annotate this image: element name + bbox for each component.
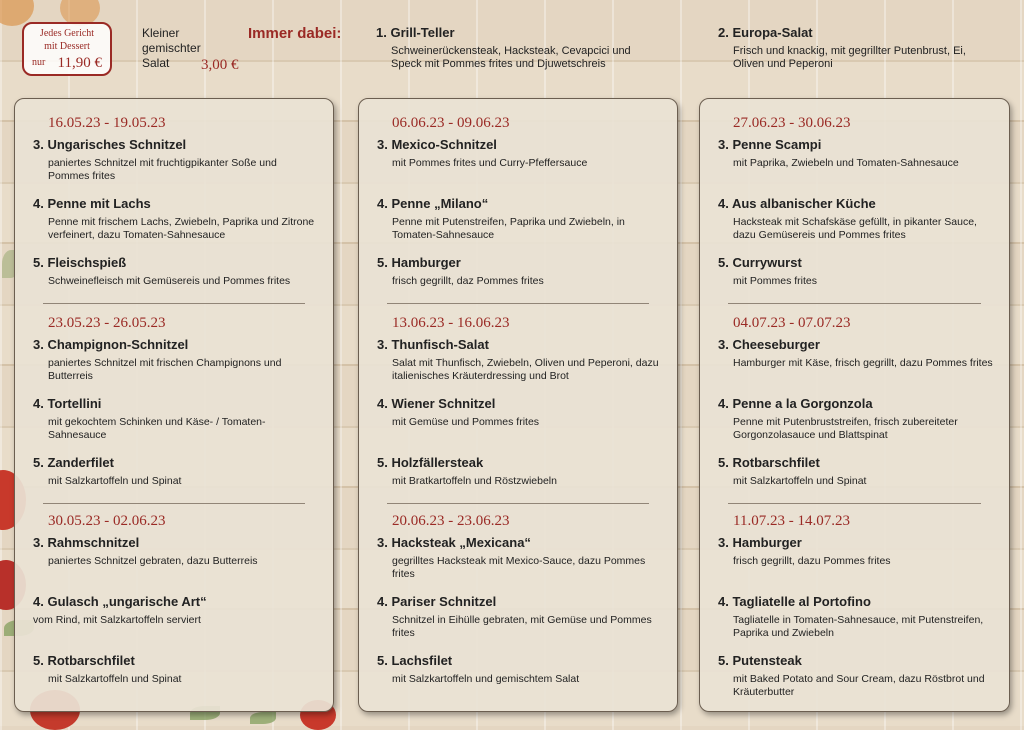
dish-desc: vom Rind, mit Salzkartoffeln serviert [33,614,201,626]
leaf-decoration [250,712,276,724]
menu-column-2 [358,98,678,712]
section-divider [728,303,981,304]
dish-name: 5. Rotbarschfilet [718,455,820,470]
menu-item [377,255,665,288]
dish-desc: mit Salzkartoffeln und Spinat [48,475,182,487]
menu-item [718,653,997,699]
week-date: 20.06.23 - 23.06.23 [392,513,510,529]
section-divider [728,503,981,504]
featured-dish-title: 1. Grill-Teller [376,25,455,40]
dish-name: 3. Ungarisches Schnitzel [33,137,187,152]
promo-box [22,22,112,76]
menu-item [33,337,321,383]
dish-desc: gegrilltes Hacksteak mit Mexico-Sauce, dazu Pommes frites [392,555,646,580]
dish-desc: mit Paprika, Zwiebeln und Tomaten-Sahnesauce [733,157,959,169]
dish-name: 3. Thunfisch-Salat [377,337,489,352]
dish-name: 4. Tagliatelle al Portofino [718,594,871,609]
dish-desc: Schweinefleisch mit Gemüsereis und Pommes frites [48,275,291,287]
dish-name: 4. Wiener Schnitzel [377,396,496,411]
menu-item [33,535,321,568]
dish-name: 5. Holzfällersteak [377,455,484,470]
menu-column-3 [699,98,1010,712]
menu-item [377,337,665,383]
side-salad-line2: gemischter [142,41,201,55]
dish-name: 3. Hamburger [718,535,802,550]
menu-item [33,653,321,686]
featured-dish-1 [376,25,656,71]
featured-dish-title: 2. Europa-Salat [718,25,813,40]
dish-name: 5. Lachsfilet [377,653,453,668]
dish-desc: Hacksteak mit Schafskäse gefüllt, in pikanter Sauce, dazu Gemüsereis und Pommes frites [733,216,977,241]
menu-item [377,396,665,429]
dish-name: 3. Mexico-Schnitzel [377,137,497,152]
dish-name: 5. Fleischspieß [33,255,127,270]
week-date: 16.05.23 - 19.05.23 [48,115,166,131]
menu-item [33,255,321,288]
dish-desc: mit Pommes frites und Curry-Pfeffersauce [392,157,588,169]
featured-dish-2 [718,25,988,71]
menu-item [33,137,321,183]
section-divider [387,303,649,304]
dish-desc: mit Salzkartoffeln und gemischtem Salat [392,673,580,685]
dish-name: 3. Champignon-Schnitzel [33,337,189,352]
week-date: 27.06.23 - 30.06.23 [733,115,851,131]
week-date: 06.06.23 - 09.06.23 [392,115,510,131]
side-salad-price: 3,00 € [201,57,239,73]
week-date: 13.06.23 - 16.06.23 [392,315,510,331]
dish-desc: mit Gemüse und Pommes frites [392,416,540,428]
menu-item [718,255,997,288]
promo-line2: mit Dessert [44,41,90,52]
dish-desc: paniertes Schnitzel mit fruchtigpikanter Soße und Pommes frites [48,157,277,182]
dish-desc: Penne mit frischem Lachs, Zwiebeln, Paprika und Zitrone verfeinert, dazu Tomaten-Sahnesauce [48,216,315,241]
dish-desc: paniertes Schnitzel mit frischen Champignons und Butterreis [48,357,282,382]
dish-name: 3. Rahmschnitzel [33,535,140,550]
section-divider [387,503,649,504]
promo-line3: nur [32,57,46,68]
dish-name: 4. Aus albanischer Küche [718,196,876,211]
menu-item [377,653,665,686]
menu-item [718,396,997,442]
dish-name: 5. Currywurst [718,255,802,270]
dish-name: 3. Penne Scampi [718,137,822,152]
dish-desc: Penne mit Putenbruststreifen, frisch zubereiteter Gorgonzolasauce und Blattspinat [733,416,958,441]
menu-item [718,594,997,640]
featured-dish-desc: Frisch und knackig, mit gegrillter Putenbrust, Ei, Oliven und Peperoni [733,45,966,70]
dish-desc: Hamburger mit Käse, frisch gegrillt, dazu Pommes frites [733,357,993,369]
menu-item [718,137,997,170]
section-divider [43,303,305,304]
promo-line1: Jedes Gericht [39,28,95,39]
featured-dish-desc: Schweinerückensteak, Hacksteak, Cevapcici und Speck mit Pommes frites und Djuwetschreis [391,45,631,70]
menu-item [718,196,997,242]
menu-item [33,594,321,627]
dish-desc: Tagliatelle in Tomaten-Sahnesauce, mit Putenstreifen, Paprika und Zwiebeln [733,614,984,639]
section-divider [43,503,305,504]
menu-item [377,455,665,488]
dish-desc: paniertes Schnitzel gebraten, dazu Butterreis [48,555,258,567]
dish-name: 5. Rotbarschfilet [33,653,135,668]
dish-name: 5. Hamburger [377,255,461,270]
side-salad-line1: Kleiner [142,26,180,40]
dish-desc: mit gekochtem Schinken und Käse- / Tomaten-Sahnesauce [48,416,266,441]
dish-name: 3. Hacksteak „Mexicana“ [377,535,531,550]
menu-item [377,594,665,640]
dish-desc: mit Pommes frites [733,275,818,287]
dish-name: 4. Penne mit Lachs [33,196,151,211]
menu-item [33,396,321,442]
always-available-label: Immer dabei: [248,25,342,42]
menu-item [718,455,997,488]
dish-desc: Penne mit Putenstreifen, Paprika und Zwiebeln, in Tomaten-Sahnesauce [392,216,625,241]
menu-item [33,455,321,488]
dish-desc: frisch gegrillt, daz Pommes frites [392,275,544,287]
dish-name: 4. Tortellini [33,396,102,411]
dish-desc: mit Salzkartoffeln und Spinat [733,475,867,487]
dish-desc: mit Salzkartoffeln und Spinat [48,673,182,685]
week-date: 11.07.23 - 14.07.23 [733,513,850,529]
side-salad-line3: Salat [142,56,170,70]
dish-name: 5. Zanderfilet [33,455,114,470]
dish-name: 4. Pariser Schnitzel [377,594,497,609]
dish-desc: mit Bratkartoffeln und Röstzwiebeln [392,475,557,487]
week-date: 04.07.23 - 07.07.23 [733,315,851,331]
promo-price: 11,90 € [57,55,102,71]
dish-desc: mit Baked Potato and Sour Cream, dazu Röstbrot und Kräuterbutter [733,673,985,698]
week-date: 23.05.23 - 26.05.23 [48,315,166,331]
header [0,0,1024,96]
menu-item [718,535,997,568]
dish-name: 4. Penne „Milano“ [377,196,489,211]
menu-item [377,535,665,581]
dish-name: 5. Putensteak [718,653,802,668]
menu-item [718,337,997,370]
dish-name: 4. Penne a la Gorgonzola [718,396,873,411]
dish-desc: frisch gegrillt, dazu Pommes frites [733,555,891,567]
menu-column-1 [14,98,334,712]
dish-desc: Salat mit Thunfisch, Zwiebeln, Oliven und Peperoni, dazu italienisches Kräuterdressing und Brot [392,357,659,382]
menu-item [377,196,665,242]
week-date: 30.05.23 - 02.06.23 [48,513,166,529]
dish-desc: Schnitzel in Eihülle gebraten, mit Gemüse und Pommes frites [392,614,652,639]
dish-name: 3. Cheeseburger [718,337,820,352]
dish-name: 4. Gulasch „ungarische Art“ [33,594,207,609]
menu-item [33,196,321,242]
menu-item [377,137,665,170]
